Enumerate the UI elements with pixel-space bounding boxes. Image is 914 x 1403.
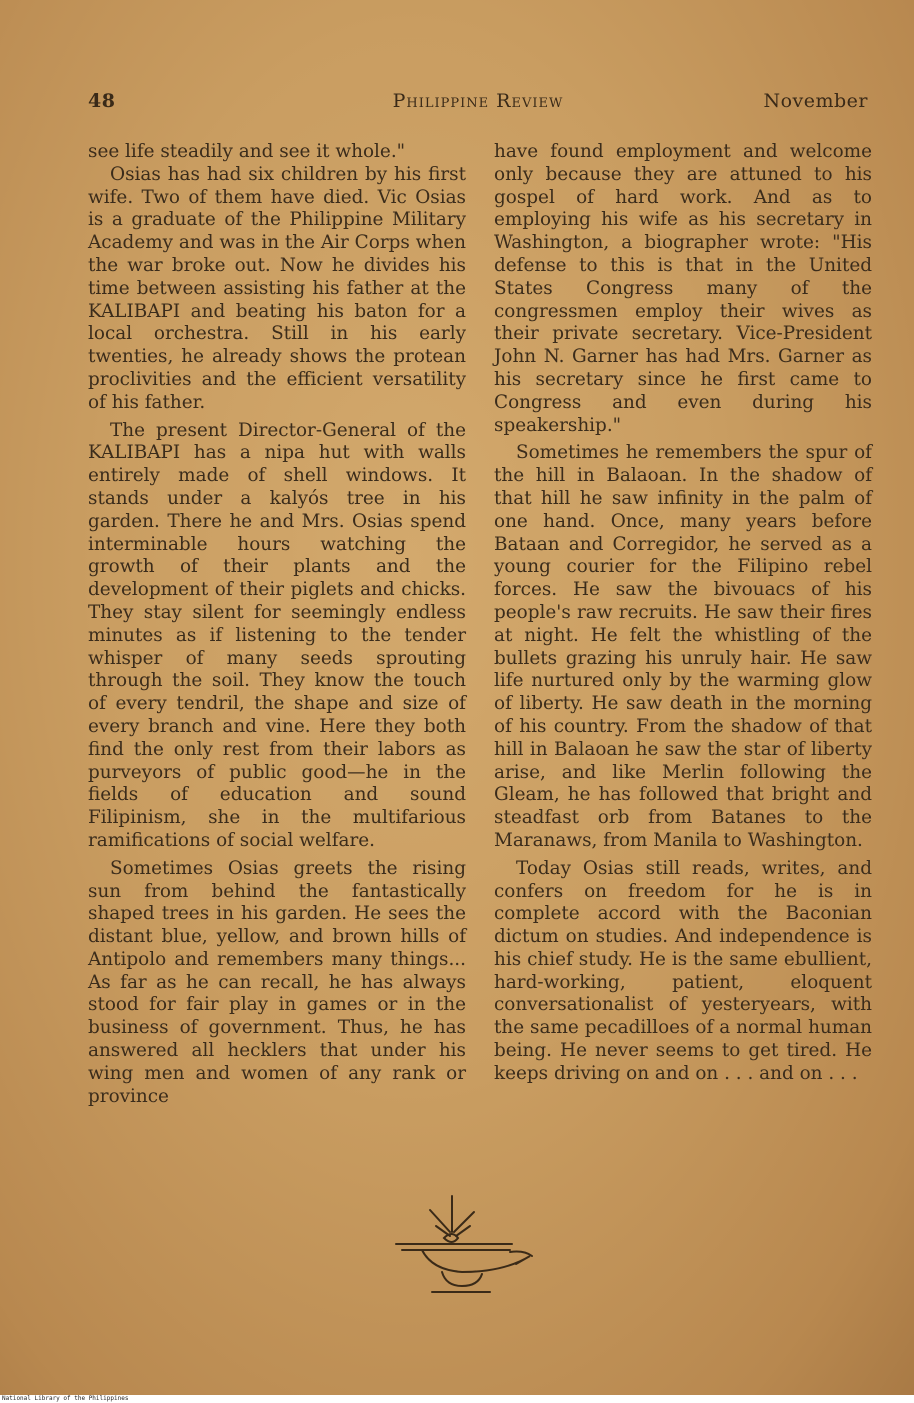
paragraph: Sometimes he remembers the spur of the hill in Balaoan. In the shadow of that hill he saw infinity in the palm of one hand. Once, many years before Bataan and Corregidor, he served as a young courier for the Filipino rebel forces. He saw the bivouacs of his people's raw recruits. He saw their fires at night. He felt the whistling of the bullets grazing his unruly hair. He saw life nurtured only by the warming glow of liberty. He saw death in the morning of his country. From the shadow of that hill in Balaoan he saw the star of liberty arise, and like Merlin following the Gleam, he has followed that bright and steadfast orb from Batanes to the Maranaws, from Manila to Washington. xyxy=(494,442,872,851)
paragraph: The present Director-General of the KALIBAPI has a nipa hut with walls entirely made of shell windows. It stands under a kalyós tree in his garden. There he and Mrs. Osias spend interminable hours watching the growth of their plants and the development of their piglets and chicks. They stay silent for seemingly endless minutes as if listening to the tender whisper of many seeds sprouting through the soil. They know the touch of every tendril, the shape and size of every branch and vine. Here they both find the only rest from their labors as purveyors of public good—he in the fields of education and sound Filipinism, she in the multifarious ramifications of social welfare. xyxy=(88,419,466,851)
footer-strip xyxy=(0,1395,914,1403)
publication-title: Philippine Review xyxy=(392,90,564,112)
paragraph: Today Osias still reads, writes, and confers on freedom for he is in complete accord with the Baconian dictum on studies. And independence is his chief study. He is the same ebullient, hard-working, patient, eloquent conversationalist of yesteryears, with the same pecadilloes of a normal human being. He never seems to get tired. He keeps driving on and on . . . and on . . . xyxy=(494,857,872,1084)
paragraph: Sometimes Osias greets the rising sun from behind the fantastically shaped trees in his garden. He sees the distant blue, yellow, and brown hills of Antipolo and remembers many things... As far as he can recall, he has always stood for fair play in games or in the business of government. Thus, he has answered all hecklers that under his wing men and women of any rank or province xyxy=(88,857,466,1107)
issue-month: November xyxy=(763,90,868,112)
page-number: 48 xyxy=(88,90,116,112)
running-header xyxy=(88,90,868,118)
paragraph: see life steadily and see it whole." xyxy=(88,141,406,162)
paragraph: Osias has had six children by his first wife. Two of them have died. Vic Osias is a graduate of the Philippine Military Academy and was in the Air Corps when the war broke out. Now he divides his time between assisting his father at the KALIBAPI and beating his baton for a local orchestra. Still in his early twenties, he already shows the protean proclivities and the efficient versatility of his father. xyxy=(88,163,466,413)
oil-lamp-icon xyxy=(392,1192,542,1302)
library-credit: National Library of the Philippines xyxy=(2,1395,129,1402)
paragraph: have found employment and welcome only because they are attuned to his gospel of hard work. And as to employing his wife as his secretary in Washington, a biographer wrote: "His defense to this is that in the United States Congress many of the congressmen employ their wives as their private secretary. Vice-President John N. Garner has had Mrs. Garner as his secretary since he first came to Congress and even during his speakership." xyxy=(494,141,872,436)
left-column xyxy=(88,141,466,1108)
right-column xyxy=(494,141,872,1086)
